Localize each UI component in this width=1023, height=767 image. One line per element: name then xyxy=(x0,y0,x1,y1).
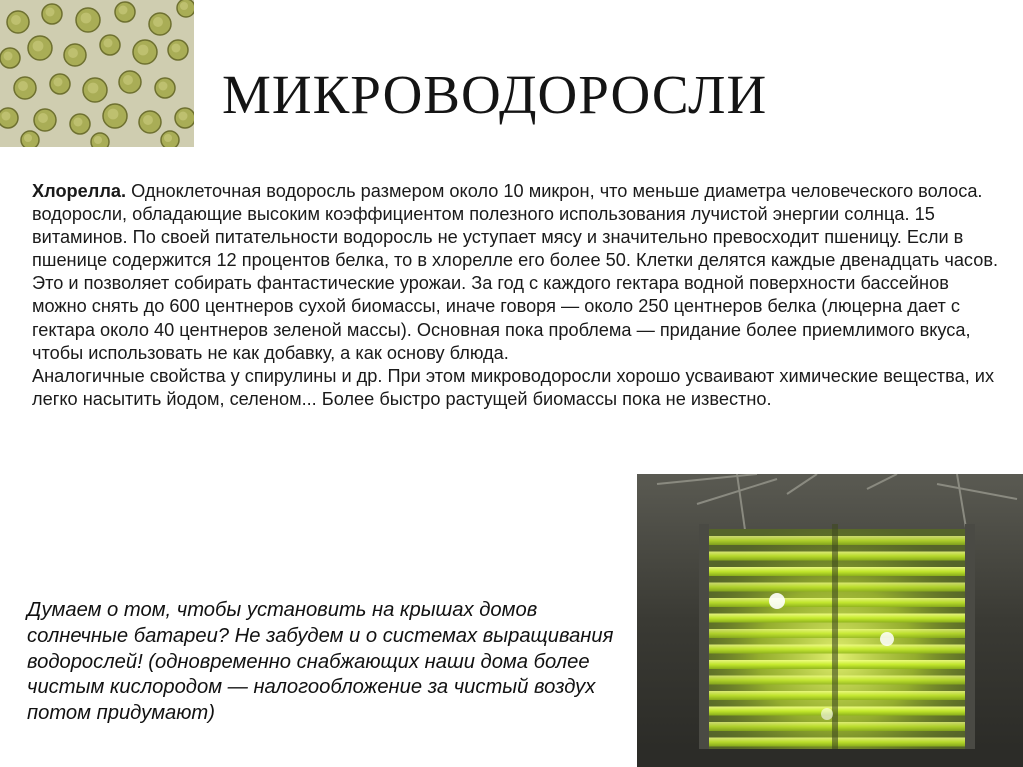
chlorella-cells-image xyxy=(0,0,194,147)
slide-title: МИКРОВОДОРОСЛИ xyxy=(222,64,768,125)
body-paragraph: Одноклеточная водоросль размером около 10 микрон, что меньше диаметра человеческого волоса. водоросли, обладающие высоким коэффициентом полезного использования лучистой энергии солнца. 15 витаминов. По своей питательности водоросль не уступает мясу и значительно превосходит пшеницу. Если в пшенице содержится 12 процентов белка, то в хлорелле его более 50. Клетки делятся каждые двенадцать часов. Это и позволяет собирать фантастические урожаи. За год с каждого гектара водной поверхности бассейнов можно снять до 600 центнеров сухой биомассы, иначе говоря — около 250 центнеров белка (люцерна дает с гектара около 40 центнеров зеленой массы). Основная пока проблема — придание более приемлимого вкуса, чтобы использовать не как добавку, а как основу блюда. xyxy=(32,181,999,363)
chlorella-cells-photo xyxy=(0,0,194,147)
footer-note: Думаем о том, чтобы установить на крышах домов солнечные батареи? Не забудем и о системах выращивания водорослей! (одновременно снабжающих наши дома более чистым кислородом — налогообложение за чистый воздух потом придумают) xyxy=(27,599,614,725)
body-text xyxy=(32,180,1007,411)
body-lead-term: Хлорелла. xyxy=(32,181,127,201)
photobioreactor-image xyxy=(637,474,1023,767)
algae-photobioreactor-photo xyxy=(637,474,1023,767)
body-paragraph-2: Аналогичные свойства у спирулины и др. При этом микроводоросли хорошо усваивают химические вещества, их легко насытить йодом, селеном... Более быстро растущей биомассы пока не известно. xyxy=(32,365,995,409)
